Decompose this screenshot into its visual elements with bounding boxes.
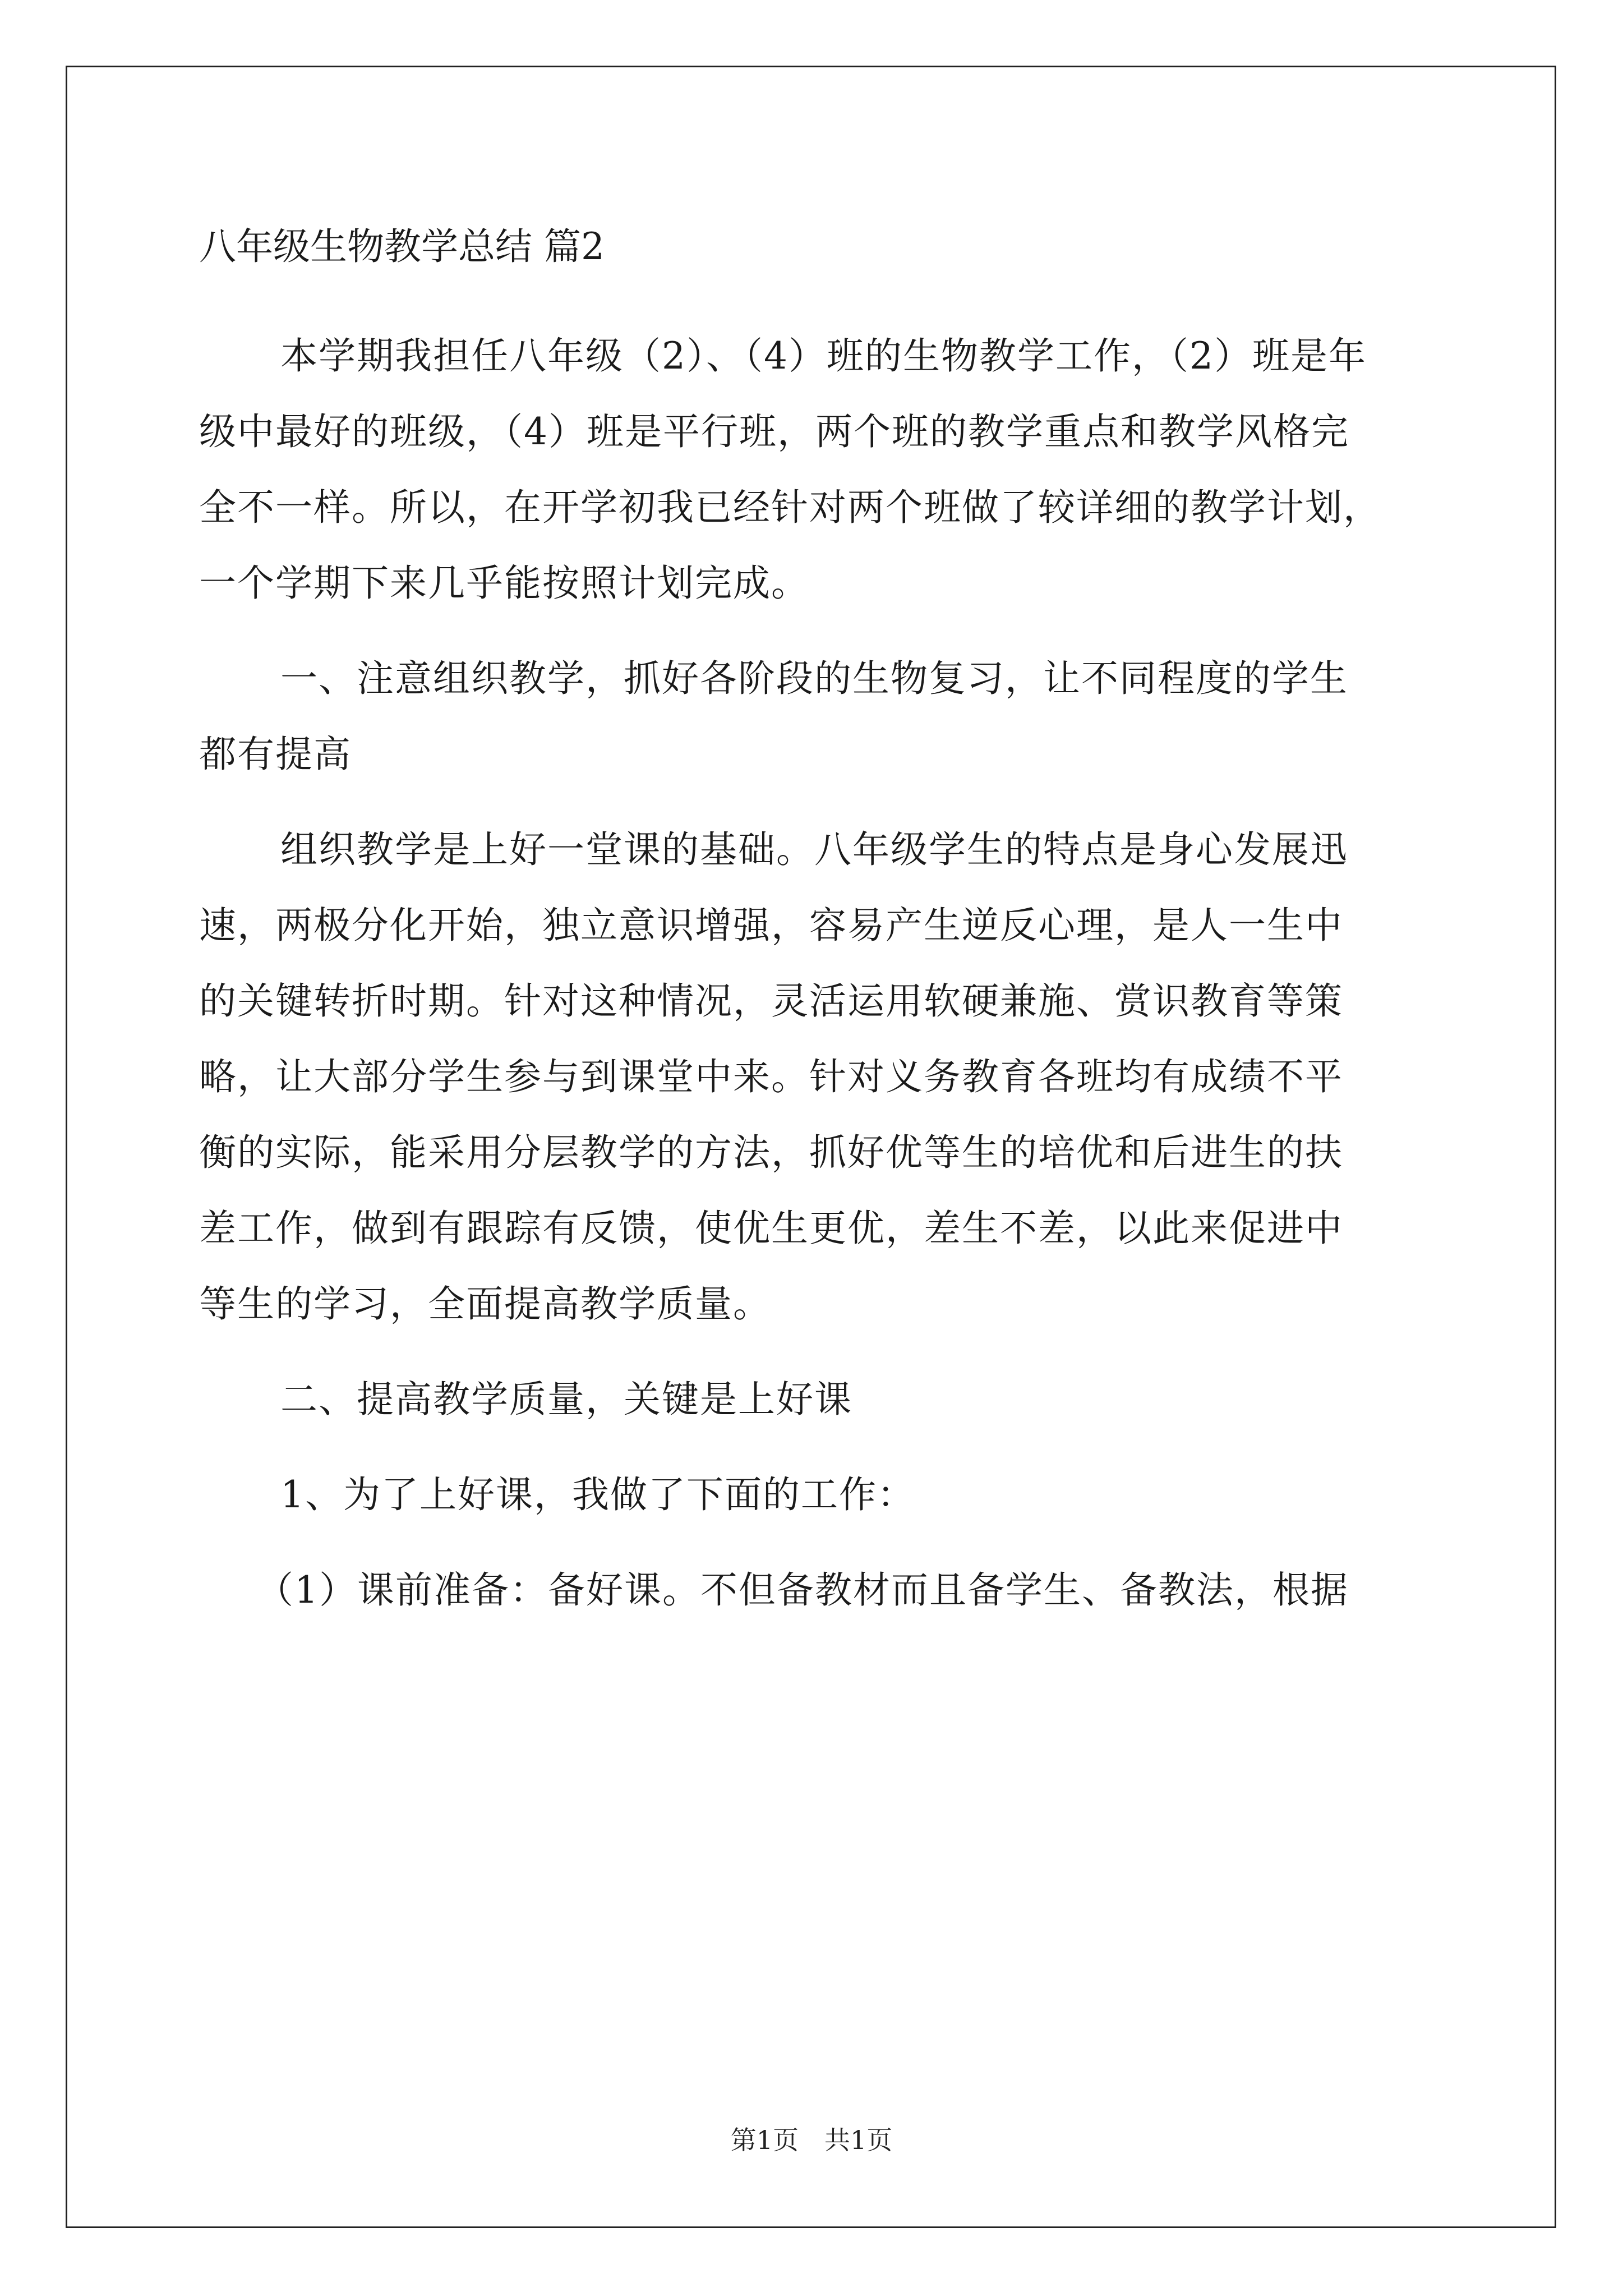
paragraph-line: 一个学期下来几乎能按照计划完成。 [199, 562, 809, 605]
paragraph-line: 的关键转折时期。针对这种情况，灵活运用软硬兼施、赏识教育等策 [199, 979, 1343, 1023]
paragraph-line: 组织教学是上好一堂课的基础。八年级学生的特点是身心发展迅 [280, 828, 1348, 871]
section-heading-line: 二、提高教学质量，关键是上好课 [280, 1378, 852, 1421]
list-item-line: 1、为了上好课，我做了下面的工作： [280, 1473, 915, 1516]
section-heading-line: 都有提高 [199, 733, 352, 776]
paragraph-line: 衡的实际，能采用分层教学的方法，抓好优等生的培优和后进生的扶 [199, 1131, 1343, 1174]
paragraph-line: 级中最好的班级，（4）班是平行班，两个班的教学重点和教学风格完 [199, 410, 1349, 453]
paragraph-line: 本学期我担任八年级（2）、（4）班的生物教学工作，（2）班是年 [280, 334, 1367, 378]
section-heading-line: 一、注意组织教学，抓好各阶段的生物复习，让不同程度的学生 [280, 657, 1348, 700]
paragraph-line: 略，让大部分学生参与到课堂中来。针对义务教育各班均有成绩不平 [199, 1055, 1343, 1098]
paragraph-line: 等生的学习，全面提高教学质量。 [199, 1282, 771, 1326]
paragraph-line: 全不一样。所以，在开学初我已经针对两个班做了较详细的教学计划， [199, 486, 1381, 529]
paragraph-line: 速，两极分化开始，独立意识增强，容易产生逆反心理，是人一生中 [199, 904, 1343, 947]
paragraph-line: 差工作，做到有跟踪有反馈，使优生更优，差生不差，以此来促进中 [199, 1207, 1343, 1250]
page-footer: 第1页 共1页 [730, 2125, 893, 2155]
document-title: 八年级生物教学总结 篇2 [199, 225, 605, 268]
list-item-line: （1）课前准备：备好课。不但备教材而且备学生、备教法，根据 [256, 1568, 1349, 1612]
